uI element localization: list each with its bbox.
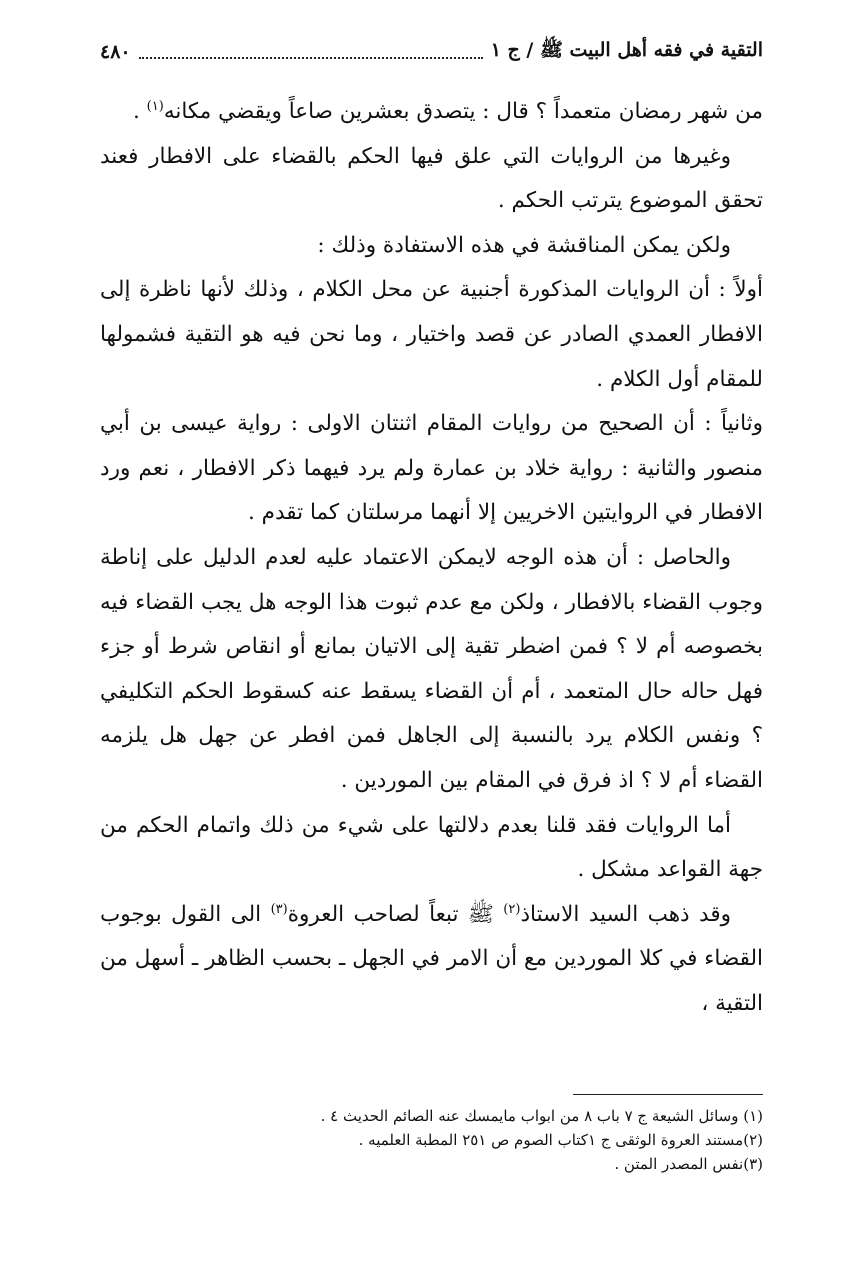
footnote-ref: (٢) xyxy=(503,901,521,917)
paragraph: وقد ذهب السيد الاستاذ$^{(٢)}$ ﷺ تبعاً لصاحب العروة$^{(٣)}$ الى القول بوجوب القضاء في كلا الموردين مع أن الامر في الجهل ـ بحسب الظاهر ـ أسهل من التقية ، xyxy=(100,901,763,1016)
footnote-ref: (١) xyxy=(146,98,164,114)
footnotes xyxy=(100,1104,763,1176)
running-head xyxy=(100,32,763,72)
paragraph: ولكن يمكن المناقشة في هذه الاستفادة وذلك : xyxy=(317,232,731,258)
body-text xyxy=(100,90,763,1026)
footnote: (٣)نفس المصدر المتن . xyxy=(614,1155,763,1173)
paragraph: وثانياً : أن الصحيح من روايات المقام اثنتان الاولى : رواية عيسى بن أبي منصور والثانية : رواية خلاد بن عمارة ولم يرد فيهما ذكر الافطار ، نعم ورد الافطار في الروايتين الاخريين إلا أنهما مرسلتان كما تقدم . xyxy=(100,411,763,526)
footnote-separator xyxy=(573,1094,763,1095)
running-title: التقية في فقه أهل البيت ﷺ / ج ١ xyxy=(490,39,763,61)
paragraph: والحاصل : أن هذه الوجه لايمكن الاعتماد عليه لعدم الدليل على إناطة وجوب القضاء بالافطار ، ولكن مع عدم ثبوت هذا الوجه هل يجب القضاء فيه بخصوصه أم لا ؟ فمن اضطر تقية إلى الاتيان بمانع أو انقاص شرط أو جزء فهل حاله حال المتعمد ، أم أن القضاء يسقط عنه كسقوط الحكم التكليفي ؟ ونفس الكلام يرد بالنسبة إلى الجاهل فمن افطر عن جهل هل يلزمه القضاء أم لا ؟ اذ فرق في المقام بين الموردين . xyxy=(100,544,763,793)
page-number: ٤٨٠ xyxy=(100,41,131,63)
paragraph: أما الروايات فقد قلنا بعدم دلالتها على شيء من ذلك واتمام الحكم من جهة القواعد مشكل . xyxy=(100,812,763,883)
footnote-ref: (٣) xyxy=(270,901,288,917)
dotted-leader xyxy=(139,57,483,59)
paragraph: من شهر رمضان متعمداً ؟ قال : يتصدق بعشرين صاعاً ويقضي مكانه$^{(١)}$ . xyxy=(133,98,763,124)
footnote: (٢)مستند العروة الوثقى ج ١كتاب الصوم ص ٢٥١ المطبة العلميه . xyxy=(358,1131,763,1149)
footnote: (١) وسائل الشيعة ج ٧ باب ٨ من ابواب مايمسك عنه الصائم الحديث ٤ . xyxy=(320,1107,763,1125)
paragraph: وغيرها من الروايات التي علق فيها الحكم بالقضاء على الافطار فعند تحقق الموضوع يترتب الحكم . xyxy=(100,143,763,214)
paragraph: أولاً : أن الروايات المذكورة أجنبية عن محل الكلام ، وذلك لأنها ناظرة إلى الافطار العمدي الصادر عن قصد واختيار ، وما نحن فيه هو التقية فشمولها للمقام أول الكلام . xyxy=(100,277,763,392)
